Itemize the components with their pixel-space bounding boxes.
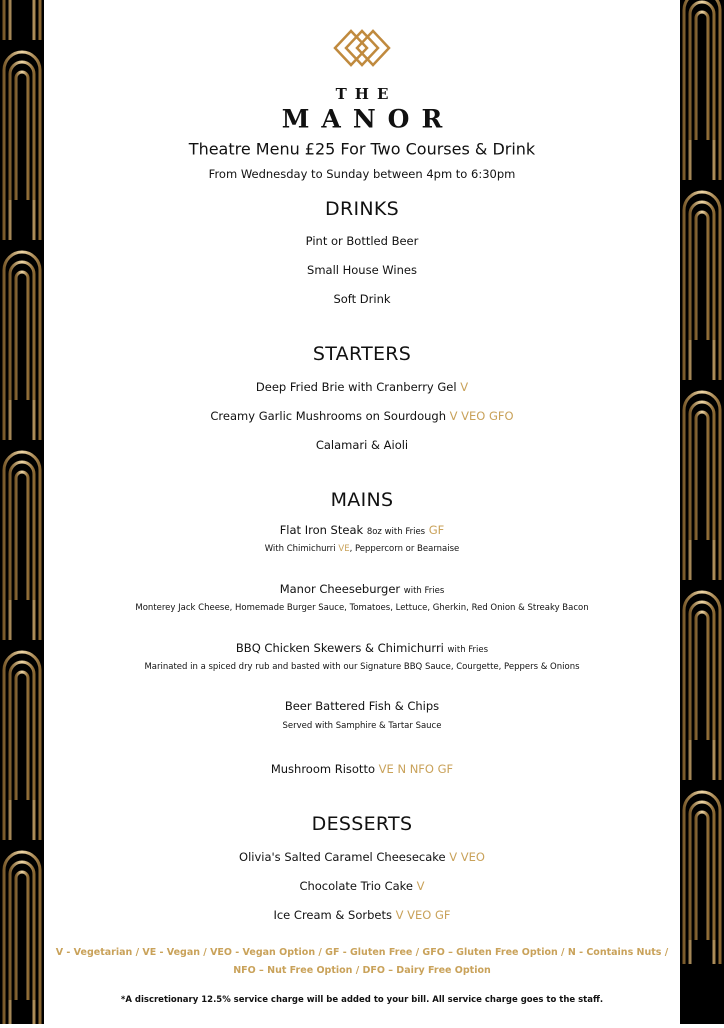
section-drinks-title: DRINKS bbox=[325, 198, 399, 220]
starter-item: Deep Fried Brie with Cranberry Gel V bbox=[255, 380, 469, 394]
brand-the: THE bbox=[335, 85, 397, 103]
dessert-item: Chocolate Trio Cake V bbox=[299, 879, 425, 893]
main-item-description: Marinated in a spiced dry rub and basted with our Signature BBQ Sauce, Courgette, Peppers & Onions bbox=[144, 662, 580, 672]
main-item: Beer Battered Fish & Chips bbox=[284, 699, 440, 713]
main-item: BBQ Chicken Skewers & Chimichurri with Fries bbox=[235, 641, 489, 655]
logo-icon bbox=[44, 28, 680, 72]
main-item-description: Served with Samphire & Tartar Sauce bbox=[282, 721, 442, 731]
menu-subtitle: From Wednesday to Sunday between 4pm to 6:30pm bbox=[208, 167, 516, 181]
dessert-item: Olivia's Salted Caramel Cheesecake V VEO bbox=[239, 850, 485, 864]
left-decorative-border bbox=[0, 0, 44, 1024]
starter-item: Calamari & Aioli bbox=[315, 438, 409, 452]
main-item: Manor Cheeseburger with Fries bbox=[279, 582, 445, 596]
drink-item: Soft Drink bbox=[333, 292, 391, 306]
main-item-description: With Chimichurri VE, Peppercorn or Bearnaise bbox=[264, 544, 460, 554]
brand-manor: MANOR bbox=[281, 104, 455, 134]
main-item-description: Monterey Jack Cheese, Homemade Burger Sauce, Tomatoes, Lettuce, Gherkin, Red Onion & Streaky Bacon bbox=[135, 603, 589, 613]
section-desserts-title: DESSERTS bbox=[311, 813, 413, 835]
section-mains-title: MAINS bbox=[330, 489, 394, 511]
main-item: Mushroom Risotto VE N NFO GF bbox=[270, 762, 454, 776]
dietary-legend: V - Vegetarian / VE - Vegan / VEO - Vegan Option / GF - Gluten Free / GFO – Gluten Free Option / N - Contains Nuts / NFO – Nut Free Option / DFO – Dairy Free Option bbox=[55, 947, 669, 976]
drink-item: Pint or Bottled Beer bbox=[305, 234, 419, 248]
service-charge-note: *A discretionary 12.5% service charge will be added to your bill. All service charge goes to the staff. bbox=[120, 995, 604, 1005]
drink-item: Small House Wines bbox=[307, 263, 417, 277]
dessert-item: Ice Cream & Sorbets V VEO GF bbox=[273, 908, 451, 922]
main-item: Flat Iron Steak 8oz with Fries GF bbox=[279, 523, 445, 537]
menu-title: Theatre Menu £25 For Two Courses & Drink bbox=[188, 139, 536, 159]
starter-item: Creamy Garlic Mushrooms on Sourdough V VEO GFO bbox=[210, 409, 514, 423]
right-decorative-border bbox=[680, 0, 724, 1024]
section-starters-title: STARTERS bbox=[312, 343, 412, 365]
